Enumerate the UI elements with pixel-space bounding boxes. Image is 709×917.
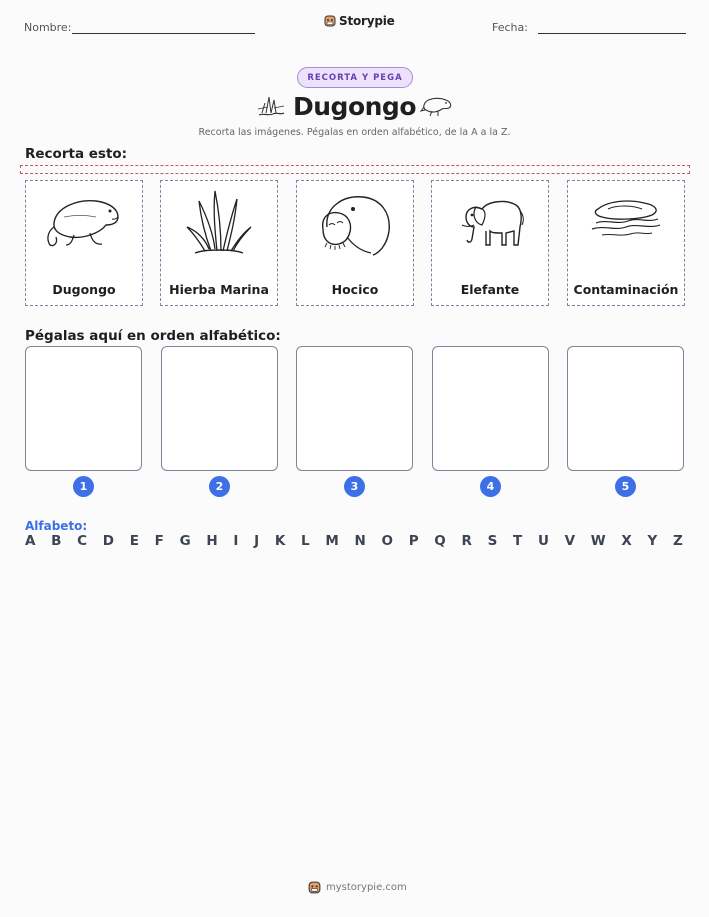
alphabet-letter: L bbox=[301, 533, 310, 549]
alphabet-letter: C bbox=[77, 533, 88, 549]
cut-card-hocico[interactable] bbox=[296, 180, 414, 306]
alphabet-letter: J bbox=[254, 533, 260, 549]
alphabet-letter: M bbox=[325, 533, 339, 549]
alphabet-letter: I bbox=[233, 533, 239, 549]
alphabet-letter: A bbox=[25, 533, 36, 549]
footer bbox=[308, 880, 407, 895]
pollution-icon bbox=[568, 187, 684, 259]
mascot-icon bbox=[308, 880, 321, 895]
alphabet-letter: P bbox=[408, 533, 419, 549]
dugong-icon bbox=[26, 187, 142, 259]
number-badge: 1 bbox=[73, 476, 94, 497]
cut-card-contaminacion[interactable] bbox=[567, 180, 685, 306]
cut-label: Elefante bbox=[460, 282, 520, 297]
cut-label: Hocico bbox=[331, 282, 379, 297]
alphabet-letter: H bbox=[206, 533, 218, 549]
date-field[interactable] bbox=[538, 33, 686, 34]
alphabet-letter: S bbox=[487, 533, 498, 549]
alphabet-letter: Q bbox=[434, 533, 446, 549]
alphabet-letter: G bbox=[179, 533, 191, 549]
alphabet-letter: O bbox=[381, 533, 393, 549]
cut-label: Dugongo bbox=[52, 282, 116, 297]
name-field[interactable] bbox=[72, 33, 255, 34]
brand-logo bbox=[324, 14, 395, 28]
alphabet-letter: Y bbox=[647, 533, 658, 549]
alphabet-letter: D bbox=[102, 533, 114, 549]
alphabet-letter: R bbox=[461, 533, 472, 549]
number-badge: 4 bbox=[480, 476, 501, 497]
alphabet-letter: K bbox=[274, 533, 286, 549]
paste-box-5[interactable] bbox=[567, 346, 684, 471]
paste-box-4[interactable] bbox=[432, 346, 549, 471]
alphabet-row bbox=[25, 533, 683, 549]
alphabet-letter: T bbox=[513, 533, 523, 549]
alphabet-letter: E bbox=[129, 533, 139, 549]
alphabet-letter: F bbox=[154, 533, 164, 549]
activity-badge: RECORTA Y PEGA bbox=[297, 67, 413, 88]
paste-box-2[interactable] bbox=[161, 346, 278, 471]
page-title: Dugongo bbox=[293, 92, 416, 121]
alphabet-letter: W bbox=[590, 533, 606, 549]
mascot-icon bbox=[324, 14, 336, 28]
cut-heading: Recorta esto: bbox=[25, 146, 128, 162]
paste-box-3[interactable] bbox=[296, 346, 413, 471]
footer-link[interactable]: mystorypie.com bbox=[326, 882, 407, 893]
elephant-icon bbox=[432, 187, 548, 259]
cut-label: Contaminación bbox=[573, 282, 679, 297]
alphabet-letter: V bbox=[564, 533, 576, 549]
name-label: Nombre: bbox=[24, 21, 72, 34]
cut-card-elefante[interactable] bbox=[431, 180, 549, 306]
seagrass-icon bbox=[161, 187, 277, 259]
cut-card-hierba-marina[interactable] bbox=[160, 180, 278, 306]
alphabet-letter: U bbox=[537, 533, 549, 549]
paste-heading: Pégalas aquí en orden alfabético: bbox=[25, 328, 281, 344]
brand-name: Storypie bbox=[339, 14, 395, 28]
cut-card-dugongo[interactable] bbox=[25, 180, 143, 306]
instructions: Recorta las imágenes. Pégalas en orden alfabético, de la A a la Z. bbox=[198, 127, 511, 138]
number-badge: 5 bbox=[615, 476, 636, 497]
alphabet-title: Alfabeto: bbox=[25, 519, 88, 533]
dugong-small-icon bbox=[420, 93, 454, 119]
alphabet-letter: B bbox=[51, 533, 62, 549]
alphabet-letter: N bbox=[354, 533, 366, 549]
number-badge: 2 bbox=[209, 476, 230, 497]
cut-strip bbox=[20, 165, 690, 174]
alphabet-letter: Z bbox=[673, 533, 683, 549]
paste-box-1[interactable] bbox=[25, 346, 142, 471]
snout-icon bbox=[297, 187, 413, 259]
number-badge: 3 bbox=[344, 476, 365, 497]
date-label: Fecha: bbox=[492, 21, 528, 34]
alphabet-letter: X bbox=[621, 533, 632, 549]
cut-label: Hierba Marina bbox=[169, 282, 269, 297]
